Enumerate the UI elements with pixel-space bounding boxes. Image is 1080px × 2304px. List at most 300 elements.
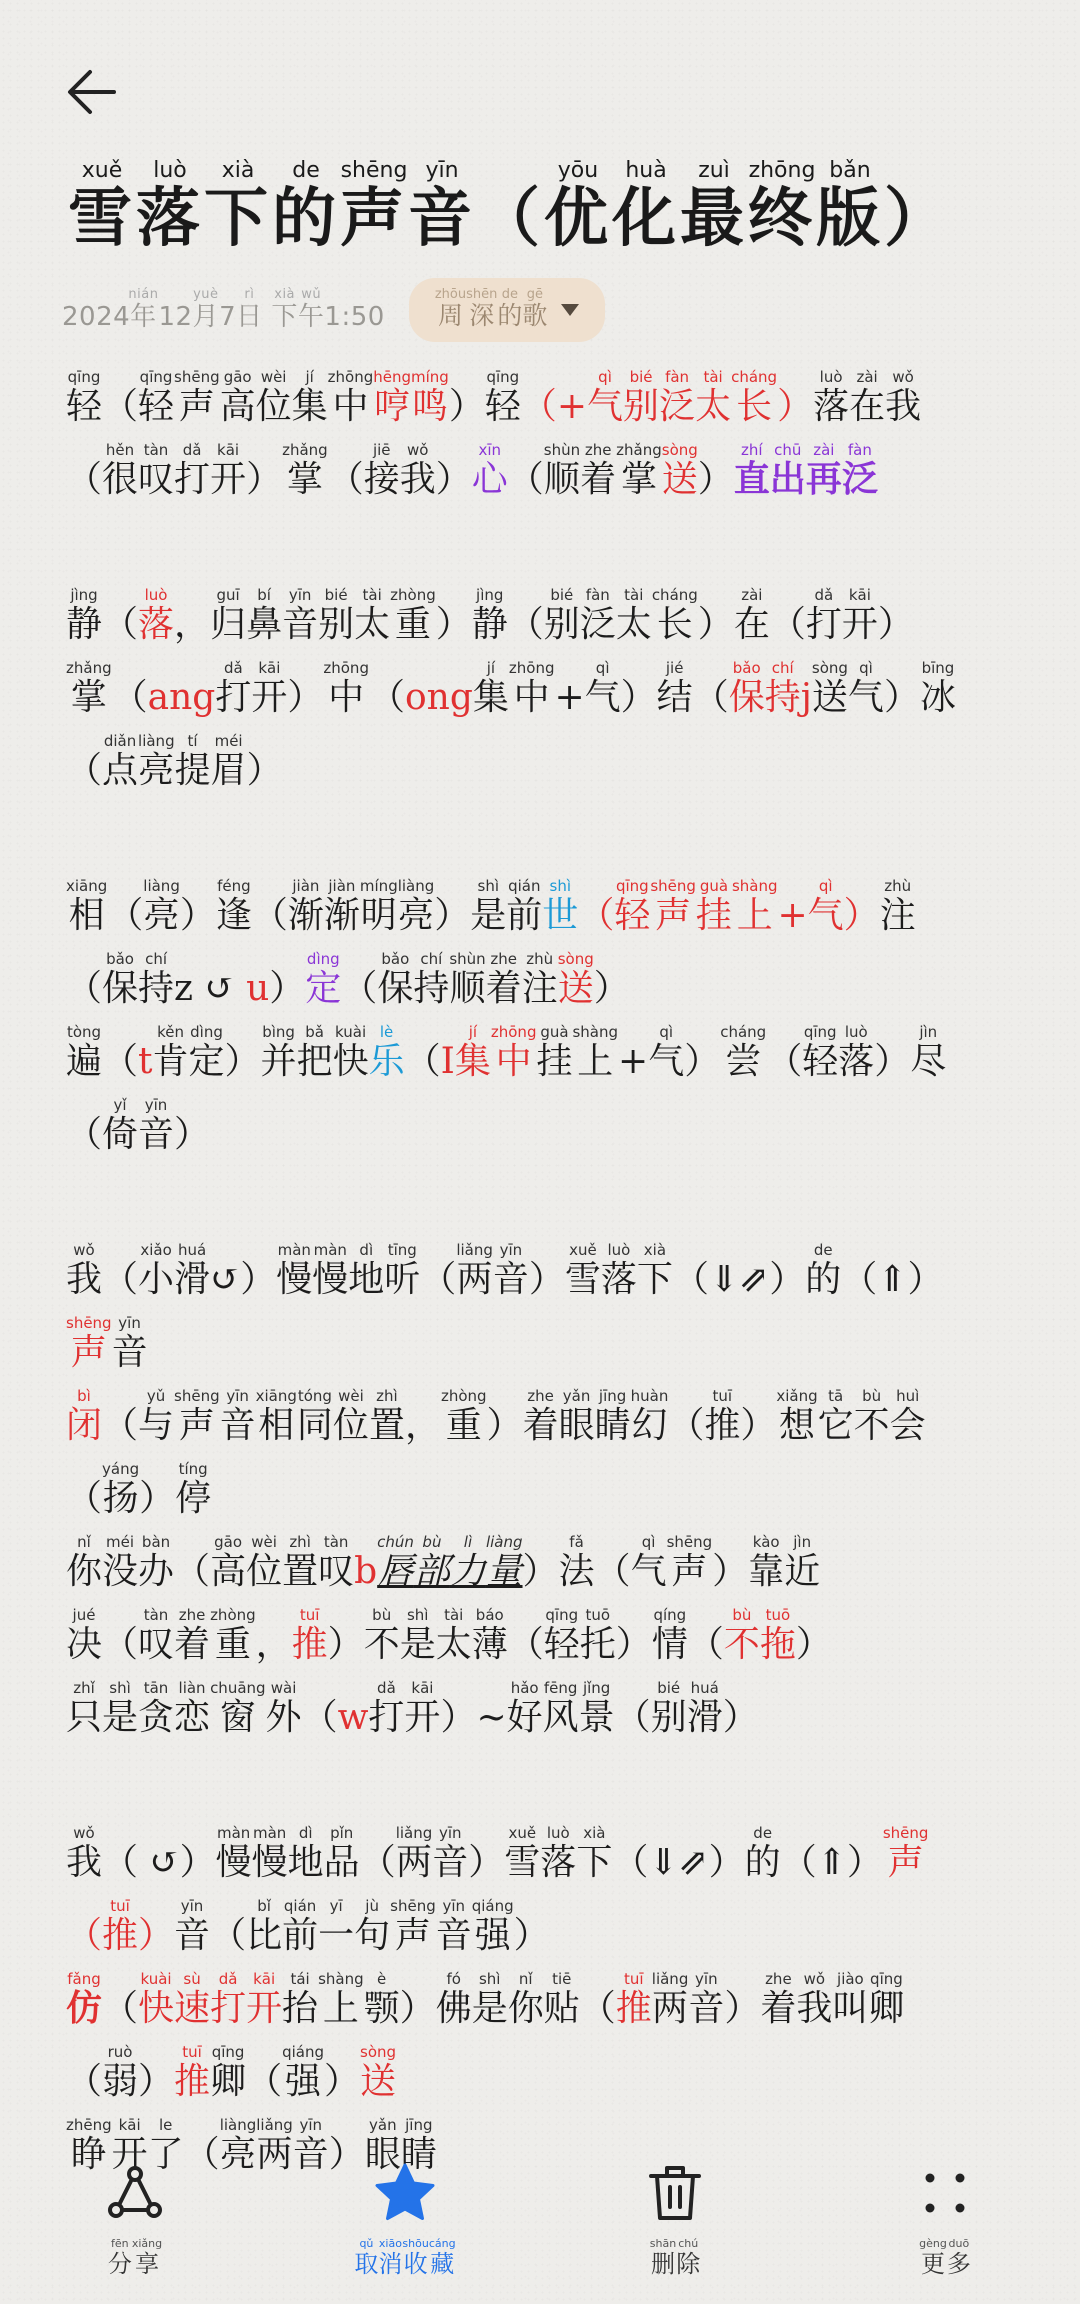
pinyin: qīng — [484, 368, 521, 386]
pinyin: bǎo — [102, 950, 139, 968]
glyph: ） — [434, 895, 471, 936]
pinyin: de — [744, 1824, 781, 1842]
glyph: 我wǒ — [796, 1970, 833, 2029]
glyph: 乐lè — [368, 1023, 405, 1082]
glyph: 藏cáng — [428, 2237, 456, 2278]
glyph: ） — [522, 1551, 559, 1592]
glyph: 开kāi — [111, 2116, 148, 2175]
glyph: 是shì — [471, 1970, 508, 2029]
pinyin: liàng — [143, 877, 180, 895]
glyph: 开kāi — [404, 1679, 441, 1738]
pinyin: wǒ — [796, 1970, 833, 1988]
glyph: 音yīn — [292, 2116, 329, 2175]
pinyin: de — [805, 1241, 842, 1259]
pinyin: shēng — [882, 1824, 929, 1842]
glyph: 再zài — [805, 441, 842, 500]
blank-line — [66, 807, 1056, 879]
glyph: （ — [102, 1041, 139, 1082]
glyph: （ — [183, 2134, 220, 2175]
pinyin: màn — [312, 1241, 349, 1259]
pinyin: qīng — [614, 877, 651, 895]
glyph: 持chí — [413, 950, 450, 1009]
pinyin: bù — [363, 1606, 400, 1624]
glyph: （ — [102, 1988, 139, 2029]
pinyin: qíng — [651, 1606, 688, 1624]
glyph: ） — [777, 386, 814, 427]
pinyin: chū — [769, 441, 806, 459]
glyph: 世shì — [542, 877, 579, 936]
glyph: 上shàng — [318, 1970, 364, 2029]
glyph: 气qì — [847, 659, 884, 718]
glyph: ） — [468, 1842, 505, 1883]
pinyin: kāi — [404, 1679, 441, 1697]
glyph: 太tài — [695, 368, 732, 427]
glyph: 中zhōng — [508, 659, 555, 718]
pinyin: zài — [733, 586, 770, 604]
glyph: 声shēng — [650, 877, 696, 936]
pinyin: wèi — [332, 1387, 369, 1405]
glyph: ） — [435, 604, 472, 645]
glyph: 音yīn — [688, 1970, 725, 2029]
glyph: 雪xuě — [504, 1824, 541, 1883]
pinyin: bǎ — [296, 1023, 333, 1041]
glyph: 小xiǎo — [138, 1241, 175, 1300]
glyph: 接jiē — [363, 441, 400, 500]
glyph: 送sòng — [811, 659, 848, 718]
glyph: ） — [435, 459, 472, 500]
pinyin: féng — [215, 877, 252, 895]
bottom-toolbar — [0, 2160, 1080, 2304]
pinyin: qì — [807, 877, 844, 895]
glyph: 句jù — [354, 1897, 391, 1956]
glyph: （ — [507, 1624, 544, 1665]
pinyin: wèi — [246, 1533, 283, 1551]
glyph: 滑huá — [686, 1679, 723, 1738]
glyph: 开kāi — [210, 441, 247, 500]
glyph: （⇑） — [841, 1259, 944, 1300]
more-dots-icon — [920, 2160, 970, 2226]
pinyin: shùn — [449, 950, 486, 968]
glyph: （ — [102, 386, 139, 427]
glyph: 定dìng — [305, 950, 342, 1009]
glyph: u — [246, 968, 270, 1009]
pinyin: jí — [472, 659, 509, 677]
pinyin: diǎn — [102, 732, 139, 750]
glyph: 注zhù — [521, 950, 558, 1009]
share-button[interactable] — [35, 2160, 235, 2279]
pinyin: jìn — [784, 1533, 821, 1551]
pinyin: bié — [650, 1679, 687, 1697]
pinyin: fēng — [542, 1679, 579, 1697]
pinyin: wèi — [255, 368, 292, 386]
pinyin: bù — [723, 1606, 760, 1624]
glyph: 快kuài — [138, 1970, 175, 2029]
glyph: 卿qīng — [210, 2043, 247, 2102]
song-tag-dropdown[interactable] — [409, 278, 606, 342]
toolbar-label — [919, 2238, 971, 2279]
glyph: ， — [255, 1624, 292, 1665]
glyph: 顺shùn — [449, 950, 486, 1009]
pinyin: guà — [536, 1023, 573, 1041]
glyph: 抬tái — [282, 1970, 319, 2029]
pinyin: tóng — [296, 1387, 333, 1405]
glyph: 轻qīng — [614, 877, 651, 936]
glyph: 掌zhǎng — [282, 441, 328, 500]
glyph: 落luò — [813, 368, 850, 427]
glyph: 扬yáng — [102, 1460, 140, 1519]
lyric-line — [66, 1826, 1056, 1899]
glyph: 音yīn — [174, 1897, 211, 1956]
glyph: + — [777, 895, 808, 936]
pinyin: zhòng — [210, 1606, 256, 1624]
pinyin: dǎ — [215, 659, 252, 677]
glyph: 音yīn — [435, 1897, 472, 1956]
pinyin: tàn — [138, 441, 175, 459]
pinyin: liàng — [138, 732, 175, 750]
glyph: ） — [138, 2061, 175, 2102]
lyric-line — [66, 1098, 1056, 1171]
glyph: 优yōu — [544, 158, 612, 256]
lyric-line — [66, 952, 1056, 1025]
pinyin: zhǎng — [616, 441, 662, 459]
glyph: 落luò — [838, 1023, 875, 1082]
glyph: 上shàng — [572, 1023, 619, 1082]
pinyin: tuō — [759, 1606, 796, 1624]
glyph: z ↺ — [174, 968, 247, 1009]
glyph: ） — [740, 1405, 777, 1446]
pinyin: sòng — [811, 659, 848, 677]
pinyin: zhù — [879, 877, 916, 895]
glyph: 风fēng — [542, 1679, 579, 1738]
pinyin: tuī — [615, 1970, 652, 1988]
lyric-line — [66, 1972, 1056, 2045]
glyph: 打dǎ — [174, 441, 211, 500]
glyph: 薄báo — [471, 1606, 508, 1665]
glyph: 幻huàn — [630, 1387, 669, 1446]
pinyin: jìn — [910, 1023, 947, 1041]
glyph: + — [554, 677, 585, 718]
pinyin: yīn — [219, 1387, 256, 1405]
glyph: 落luò — [136, 158, 204, 256]
glyph: 我wǒ — [885, 368, 922, 427]
pinyin: yīn — [138, 1096, 175, 1114]
lyric-line — [66, 1899, 1056, 1972]
glyph: 集jí — [454, 1023, 491, 1082]
glyph: 享xiǎng — [131, 2237, 163, 2278]
pinyin: qì — [587, 368, 624, 386]
pinyin: yī — [318, 1897, 355, 1915]
glyph: （ — [368, 677, 405, 718]
more-dots-button[interactable] — [845, 2160, 1045, 2279]
pinyin: zhōng — [508, 659, 555, 677]
pinyin: tuō — [579, 1606, 616, 1624]
pinyin: tíng — [175, 1460, 212, 1478]
glyph: 声shēng — [666, 1533, 713, 1592]
glyph: 更gèng — [919, 2237, 947, 2278]
pinyin: gāo — [210, 1533, 247, 1551]
lyric-line — [66, 1316, 1056, 1389]
glyph: （⇑） — [780, 1842, 883, 1883]
glyph: 你nǐ — [507, 1970, 544, 2029]
glyph: 结jié — [656, 659, 693, 718]
glyph: ， — [174, 604, 211, 645]
glyph: 睛jīng — [594, 1387, 631, 1446]
glyph: 的de — [805, 1241, 842, 1300]
glyph: 删shān — [649, 2237, 677, 2278]
glyph: ） — [593, 968, 630, 1009]
glyph: 叹tàn — [138, 441, 175, 500]
pinyin: nǐ — [507, 1970, 544, 1988]
pinyin: yǔ — [138, 1387, 175, 1405]
glyph: （ — [578, 895, 615, 936]
glyph: 的de — [744, 1824, 781, 1883]
glyph: 前qián — [282, 1897, 319, 1956]
pinyin: bǎo — [728, 659, 765, 677]
pinyin: shùn — [543, 441, 581, 459]
glyph: 直zhí — [733, 441, 770, 500]
pinyin: dìng — [188, 1023, 225, 1041]
glyph: 多duō — [946, 2237, 971, 2278]
pinyin: tài — [615, 586, 652, 604]
glyph: 声shēng — [174, 368, 220, 427]
glyph: ） — [138, 1915, 175, 1956]
pinyin: méi — [102, 1533, 139, 1551]
toolbar-label — [650, 2238, 700, 2279]
glyph: 两liǎng — [456, 1241, 493, 1300]
trash-button[interactable] — [575, 2160, 775, 2279]
glyph: 亮liàng — [397, 877, 435, 936]
pinyin: tài — [695, 368, 732, 386]
pinyin: tí — [174, 732, 211, 750]
glyph: 12 — [158, 301, 193, 332]
glyph: 鼻bí — [246, 586, 283, 645]
pinyin: xiǎo — [138, 1241, 175, 1259]
glyph: 7 — [219, 301, 237, 332]
pinyin: bì — [66, 1387, 103, 1405]
glyph: ） — [724, 1988, 761, 2029]
pinyin: shēng — [666, 1533, 713, 1551]
glyph: （ — [579, 1988, 616, 2029]
glyph: 掌zhǎng — [616, 441, 662, 500]
glyph: ） — [513, 1915, 550, 1956]
lyrics-body[interactable] — [66, 370, 1056, 2191]
glyph: 闭bì — [66, 1387, 103, 1446]
glyph: （ — [301, 1697, 338, 1738]
glyph: 睛jīng — [400, 2116, 437, 2175]
lyric-line — [66, 734, 1056, 807]
glyph: 下xià — [204, 158, 272, 256]
pinyin: shì — [471, 1970, 508, 1988]
star-button[interactable] — [305, 2160, 505, 2279]
pinyin: huá — [174, 1241, 211, 1259]
pinyin: lì — [449, 1533, 486, 1551]
glyph: ） — [843, 895, 880, 936]
glyph: 我wǒ — [66, 1241, 103, 1300]
pinyin: xià — [576, 1824, 613, 1842]
glyph: 情qíng — [651, 1606, 688, 1665]
glyph: 滑huá — [174, 1241, 211, 1300]
glyph: 送sòng — [360, 2043, 397, 2102]
glyph: ） — [287, 677, 324, 718]
lyric-line — [66, 1389, 1056, 1462]
glyph: 轻qīng — [484, 368, 521, 427]
pinyin: wǒ — [66, 1824, 103, 1842]
pinyin: wǒ — [66, 1241, 103, 1259]
glyph: 贴tiē — [543, 1970, 580, 2029]
glyph: 声shēng — [390, 1897, 436, 1956]
glyph: 重zhòng — [390, 586, 436, 645]
glyph: 想xiǎng — [776, 1387, 818, 1446]
glyph: 弱ruò — [102, 2043, 139, 2102]
glyph: （ — [404, 1041, 441, 1082]
pinyin: è — [363, 1970, 400, 1988]
glyph: 开kāi — [246, 1970, 283, 2029]
glyph: 提tí — [174, 732, 211, 791]
glyph: 卿qīng — [868, 1970, 905, 2029]
glyph: 挂guà — [695, 877, 732, 936]
glyph: 是shì — [399, 1606, 436, 1665]
pinyin: qì — [630, 1533, 667, 1551]
pinyin: dìng — [305, 950, 342, 968]
glyph: ） — [722, 1697, 759, 1738]
glyph: ） — [139, 1478, 176, 1519]
lyric-line — [66, 1025, 1056, 1098]
glyph: 掌zhǎng — [66, 659, 112, 718]
pinyin: tā — [817, 1387, 854, 1405]
pinyin: sòng — [557, 950, 594, 968]
glyph: 的de — [272, 158, 340, 256]
glyph: 雪xuě — [68, 158, 136, 256]
pinyin: sù — [174, 1970, 211, 1988]
glyph: 佛fó — [435, 1970, 472, 2029]
pinyin: bié — [543, 586, 580, 604]
glyph: 决jué — [66, 1606, 103, 1665]
pinyin: yīn — [174, 1897, 211, 1915]
glyph: 慢màn — [251, 1824, 288, 1883]
glyph: 外wài — [265, 1679, 302, 1738]
glyph: 气qì — [630, 1533, 667, 1592]
pinyin: kāi — [246, 1970, 283, 1988]
glyph: ） — [883, 677, 920, 718]
pinyin: zhe — [485, 950, 522, 968]
glyph: 眉méi — [210, 732, 247, 791]
pinyin: cháng — [731, 368, 778, 386]
glyph: 鸣míng — [411, 368, 449, 427]
pinyin: luò — [838, 1023, 875, 1041]
glyph: 地dì — [348, 1241, 385, 1300]
note-meta — [62, 278, 605, 342]
glyph: 心xīn — [471, 441, 508, 500]
glyph: 一yī — [318, 1897, 355, 1956]
glyph: 保bǎo — [728, 659, 765, 718]
glyph: ） — [328, 2134, 365, 2175]
glyph: （ — [594, 1551, 631, 1592]
pinyin: kào — [748, 1533, 785, 1551]
lyric-line — [66, 1243, 1056, 1316]
glyph: （ — [668, 1405, 705, 1446]
lyric-line — [66, 1681, 1056, 1754]
glyph: 是shì — [470, 877, 507, 936]
pinyin: zài — [849, 368, 886, 386]
glyph: 恋liàn — [174, 1679, 211, 1738]
pinyin: nǐ — [66, 1533, 102, 1551]
glyph: 终zhōng — [748, 158, 816, 256]
pinyin: chuāng — [210, 1679, 266, 1697]
glyph: 着zhe — [174, 1606, 211, 1665]
pinyin: jīng — [400, 2116, 437, 2134]
glyph: b — [354, 1551, 378, 1592]
pinyin: chí — [413, 950, 450, 968]
pinyin: tàn — [138, 1606, 175, 1624]
pinyin: tuī — [704, 1387, 741, 1405]
glyph: 别bié — [623, 368, 660, 427]
glyph: ） — [712, 1551, 749, 1592]
glyph: 叹tàn — [138, 1606, 175, 1665]
glyph: 不bù — [723, 1606, 760, 1665]
glyph: 保bǎo — [377, 950, 414, 1009]
pinyin: wǒ — [399, 441, 436, 459]
glyph: （⇓⇗） — [672, 1259, 806, 1300]
pinyin: xuě — [504, 1824, 541, 1842]
glyph: ong — [404, 677, 473, 718]
glyph: 你nǐ — [66, 1533, 103, 1592]
pinyin: qián — [282, 1897, 319, 1915]
glyph: 渐jiàn — [323, 877, 360, 936]
glyph: （ — [687, 1624, 724, 1665]
chevron-down-icon — [561, 304, 579, 316]
pinyin: shēng — [174, 368, 220, 386]
pinyin: cháng — [720, 1023, 767, 1041]
glyph: 送sòng — [557, 950, 594, 1009]
pinyin: tiē — [543, 1970, 580, 1988]
lyric-line — [66, 588, 1056, 661]
pinyin: yīn — [282, 586, 319, 604]
pinyin: liǎng — [256, 2116, 293, 2134]
glyph: I — [440, 1041, 455, 1082]
glyph: （ — [507, 604, 544, 645]
glyph: 持chí — [764, 659, 801, 718]
glyph: 重zhòng — [210, 1606, 256, 1665]
glyph: 靠kào — [748, 1533, 785, 1592]
glyph: 送sòng — [661, 441, 698, 500]
pinyin: jǐng — [578, 1679, 615, 1697]
glyph: （⇓⇗） — [612, 1842, 745, 1883]
pinyin: le — [147, 2116, 184, 2134]
glyph: ） — [697, 459, 734, 500]
pinyin: qīng — [210, 2043, 247, 2061]
pinyin: yǎn — [558, 1387, 595, 1405]
pinyin: zhe — [522, 1387, 559, 1405]
glyph: ） — [684, 1041, 721, 1082]
glyph: 除chú — [676, 2237, 701, 2278]
glyph: 声shēng — [66, 1314, 112, 1373]
back-button[interactable] — [60, 60, 124, 124]
glyph: 轻qīng — [138, 368, 175, 427]
glyph: 音yīn — [219, 1387, 256, 1446]
glyph: （+ — [520, 386, 588, 427]
glyph: （ — [251, 895, 288, 936]
pinyin: fó — [435, 1970, 472, 1988]
glyph: 慢màn — [215, 1824, 252, 1883]
glyph: （ — [102, 1624, 139, 1665]
pinyin: bǐ — [246, 1897, 283, 1915]
pinyin: jí — [291, 368, 328, 386]
glyph: 在zài — [849, 368, 886, 427]
glyph: 部bù — [413, 1533, 450, 1592]
glyph: 下xià — [576, 1824, 613, 1883]
pinyin: yīn — [432, 1824, 469, 1842]
glyph: ） — [528, 1259, 565, 1300]
